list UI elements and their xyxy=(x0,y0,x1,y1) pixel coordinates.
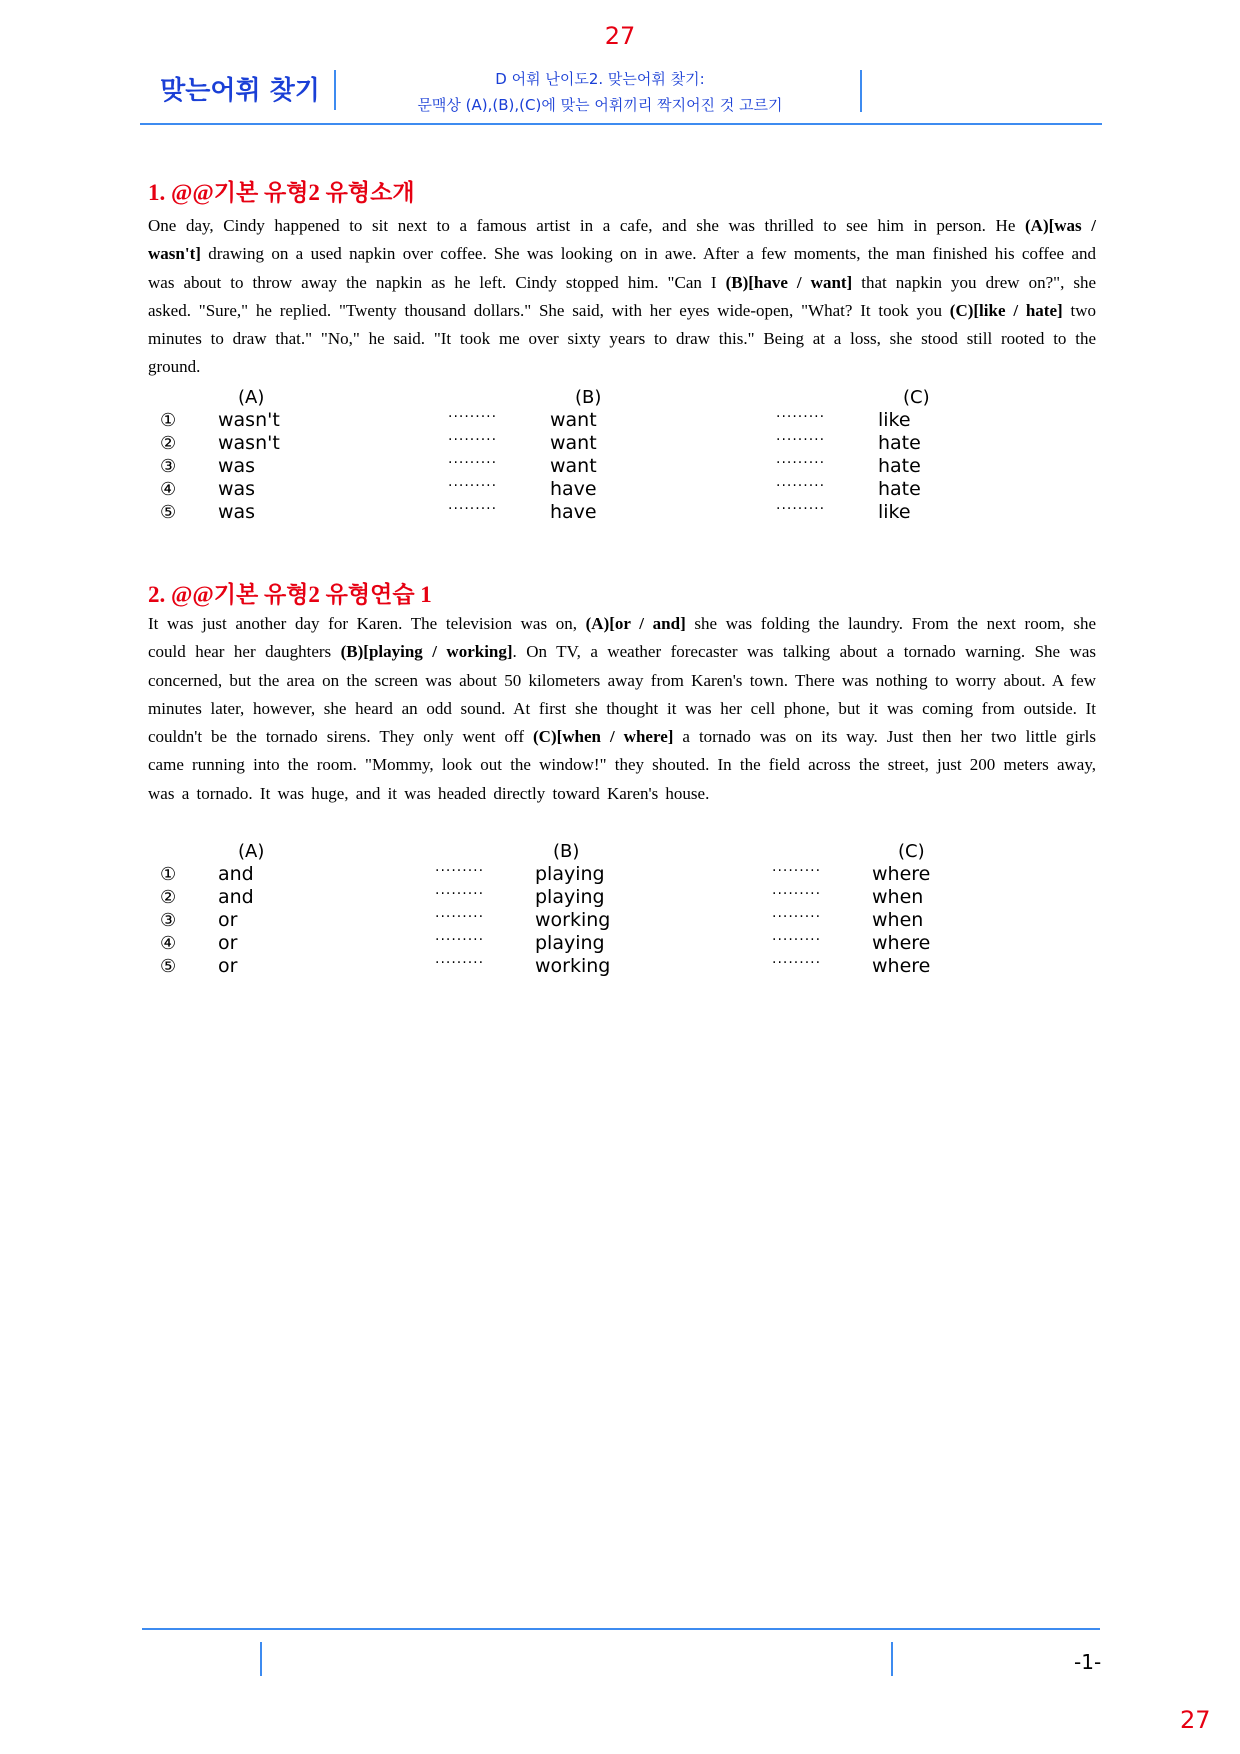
blank-choice: (B)[playing / working] xyxy=(340,642,513,662)
passage-text: that napkin you drew on?", she asked. "Sure," he replied. "Twenty thousand dollars." She said, with her eyes wide-open, "What? It took you xyxy=(148,272,1097,320)
option-c: hate xyxy=(878,432,921,454)
passage-text: . On TV, a weather forecaster was talking about a tornado warning. She was concerned, but the area on the screen was about 50 kilometers away from Karen's town. There was nothing to worry about. A few minutes later, however, she heard an odd sound. At first she thought it was her cell phone, but it was coming from outside. It couldn't be the tornado sirens. They only went off xyxy=(148,642,1096,747)
option-number: ⑤ xyxy=(160,502,177,523)
dot-leader: ········· xyxy=(435,909,485,925)
header-subtitle-line1: D 어휘 난이도2. 맞는어휘 찾기: xyxy=(495,70,705,88)
option-number: ④ xyxy=(160,479,177,500)
passage-text: One day, Cindy happened to sit next to a famous artist in a cafe, and she was thrilled to see him in person. He xyxy=(148,216,1025,235)
header-rule xyxy=(140,123,1102,125)
dot-leader: ········· xyxy=(772,955,822,971)
choice-header-row xyxy=(148,840,1048,863)
choice-option[interactable] xyxy=(148,955,1048,978)
choice-option[interactable] xyxy=(148,501,1048,524)
column-header: (A) xyxy=(238,387,265,408)
option-b: playing xyxy=(535,932,605,954)
choice-option[interactable] xyxy=(148,432,1048,455)
choice-header-row xyxy=(148,386,1048,409)
header-divider-left xyxy=(334,70,336,110)
option-b: want xyxy=(550,432,597,454)
option-number: ③ xyxy=(160,456,177,477)
question-2-passage xyxy=(148,610,1096,808)
option-a: and xyxy=(218,863,254,885)
header-divider-right xyxy=(860,70,862,112)
passage-text: she was folding the laundry. From the next room, she could hear her daughters xyxy=(148,614,1096,662)
column-header: (B) xyxy=(575,387,602,408)
option-c: where xyxy=(872,955,931,977)
option-a: was xyxy=(218,501,256,523)
dot-leader: ········· xyxy=(776,501,826,517)
passage-text: a tornado was on its way. Just then her two little girls came running into the room. "Mommy, look out the window!" they shouted. In the field across the street, just 200 meters away, was a tornado. It was huge, and it was headed directly toward Karen's house. xyxy=(148,727,1097,803)
option-b: working xyxy=(535,955,611,977)
blank-choice: (C)[like / hate] xyxy=(949,300,1063,320)
question-1-title: 1. @@기본 유형2 유형소개 xyxy=(148,180,415,205)
option-c: hate xyxy=(878,478,921,500)
blank-choice: (B)[have / want] xyxy=(725,272,853,292)
option-c: when xyxy=(872,909,924,931)
option-number: ② xyxy=(160,887,177,908)
bottom-page-number: 27 xyxy=(1180,1706,1211,1734)
dot-leader: ········· xyxy=(776,432,826,448)
question-1-choices xyxy=(148,386,1048,524)
option-c: when xyxy=(872,886,924,908)
dot-leader: ········· xyxy=(448,409,498,425)
dot-leader: ········· xyxy=(776,409,826,425)
dot-leader: ········· xyxy=(435,886,485,902)
option-b: want xyxy=(550,455,597,477)
option-b: working xyxy=(535,909,611,931)
option-number: ① xyxy=(160,864,177,885)
footer-divider-right xyxy=(891,1642,893,1676)
option-a: was xyxy=(218,455,256,477)
choice-option[interactable] xyxy=(148,409,1048,432)
choice-option[interactable] xyxy=(148,455,1048,478)
option-number: ③ xyxy=(160,910,177,931)
option-a: wasn't xyxy=(218,432,280,454)
column-header: (C) xyxy=(903,387,930,408)
dot-leader: ········· xyxy=(435,863,485,879)
option-a: was xyxy=(218,478,256,500)
dot-leader: ········· xyxy=(776,455,826,471)
option-c: where xyxy=(872,932,931,954)
option-b: playing xyxy=(535,886,605,908)
option-a: or xyxy=(218,955,238,977)
option-number: ⑤ xyxy=(160,956,177,977)
passage-text: drawing on a used napkin over coffee. She was looking on in awe. After a few moments, the man finished his coffee and was about to throw away the napkin as he left. Cindy stopped him. "Can I xyxy=(148,244,1096,292)
dot-leader: ········· xyxy=(448,455,498,471)
dot-leader: ········· xyxy=(776,478,826,494)
dot-leader: ········· xyxy=(772,886,822,902)
option-a: or xyxy=(218,932,238,954)
footer-page-number: -1- xyxy=(1074,1650,1102,1674)
option-number: ① xyxy=(160,410,177,431)
option-c: like xyxy=(878,409,911,431)
blank-choice: (A)[was / wasn't] xyxy=(148,216,1096,264)
option-c: where xyxy=(872,863,931,885)
header-subtitle xyxy=(340,66,860,118)
option-b: playing xyxy=(535,863,605,885)
option-c: hate xyxy=(878,455,921,477)
choice-option[interactable] xyxy=(148,932,1048,955)
dot-leader: ········· xyxy=(772,932,822,948)
choice-option[interactable] xyxy=(148,909,1048,932)
blank-choice: (A)[or / and] xyxy=(585,614,686,633)
header-title: 맞는어휘 찾기 xyxy=(160,76,320,106)
column-header: (C) xyxy=(898,841,925,862)
blank-choice: (C)[when / where] xyxy=(533,727,674,747)
passage-text: It was just another day for Karen. The television was on, xyxy=(148,614,586,633)
option-a: or xyxy=(218,909,238,931)
choice-option[interactable] xyxy=(148,886,1048,909)
footer-divider-left xyxy=(260,1642,262,1676)
question-2-choices xyxy=(148,840,1048,978)
column-header: (B) xyxy=(553,841,580,862)
dot-leader: ········· xyxy=(772,909,822,925)
dot-leader: ········· xyxy=(448,501,498,517)
dot-leader: ········· xyxy=(448,432,498,448)
option-number: ④ xyxy=(160,933,177,954)
option-b: have xyxy=(550,501,597,523)
dot-leader: ········· xyxy=(448,478,498,494)
dot-leader: ········· xyxy=(435,955,485,971)
passage-text: two minutes to draw that." "No," he said. "It took me over sixty years to draw this." Being at a loss, she stood still rooted to the ground. xyxy=(148,300,1097,377)
choice-option[interactable] xyxy=(148,863,1048,886)
option-b: want xyxy=(550,409,597,431)
choice-option[interactable] xyxy=(148,478,1048,501)
question-2-title: 2. @@기본 유형2 유형연습 1 xyxy=(148,582,432,607)
dot-leader: ········· xyxy=(435,932,485,948)
column-header: (A) xyxy=(238,841,265,862)
option-a: and xyxy=(218,886,254,908)
header-subtitle-line2: 문맥상 (A),(B),(C)에 맞는 어휘끼리 짝지어진 것 고르기 xyxy=(417,96,783,114)
question-1-passage xyxy=(148,212,1096,382)
option-number: ② xyxy=(160,433,177,454)
option-b: have xyxy=(550,478,597,500)
dot-leader: ········· xyxy=(772,863,822,879)
top-page-number: 27 xyxy=(604,22,636,50)
footer-rule xyxy=(142,1628,1100,1630)
option-a: wasn't xyxy=(218,409,280,431)
option-c: like xyxy=(878,501,911,523)
